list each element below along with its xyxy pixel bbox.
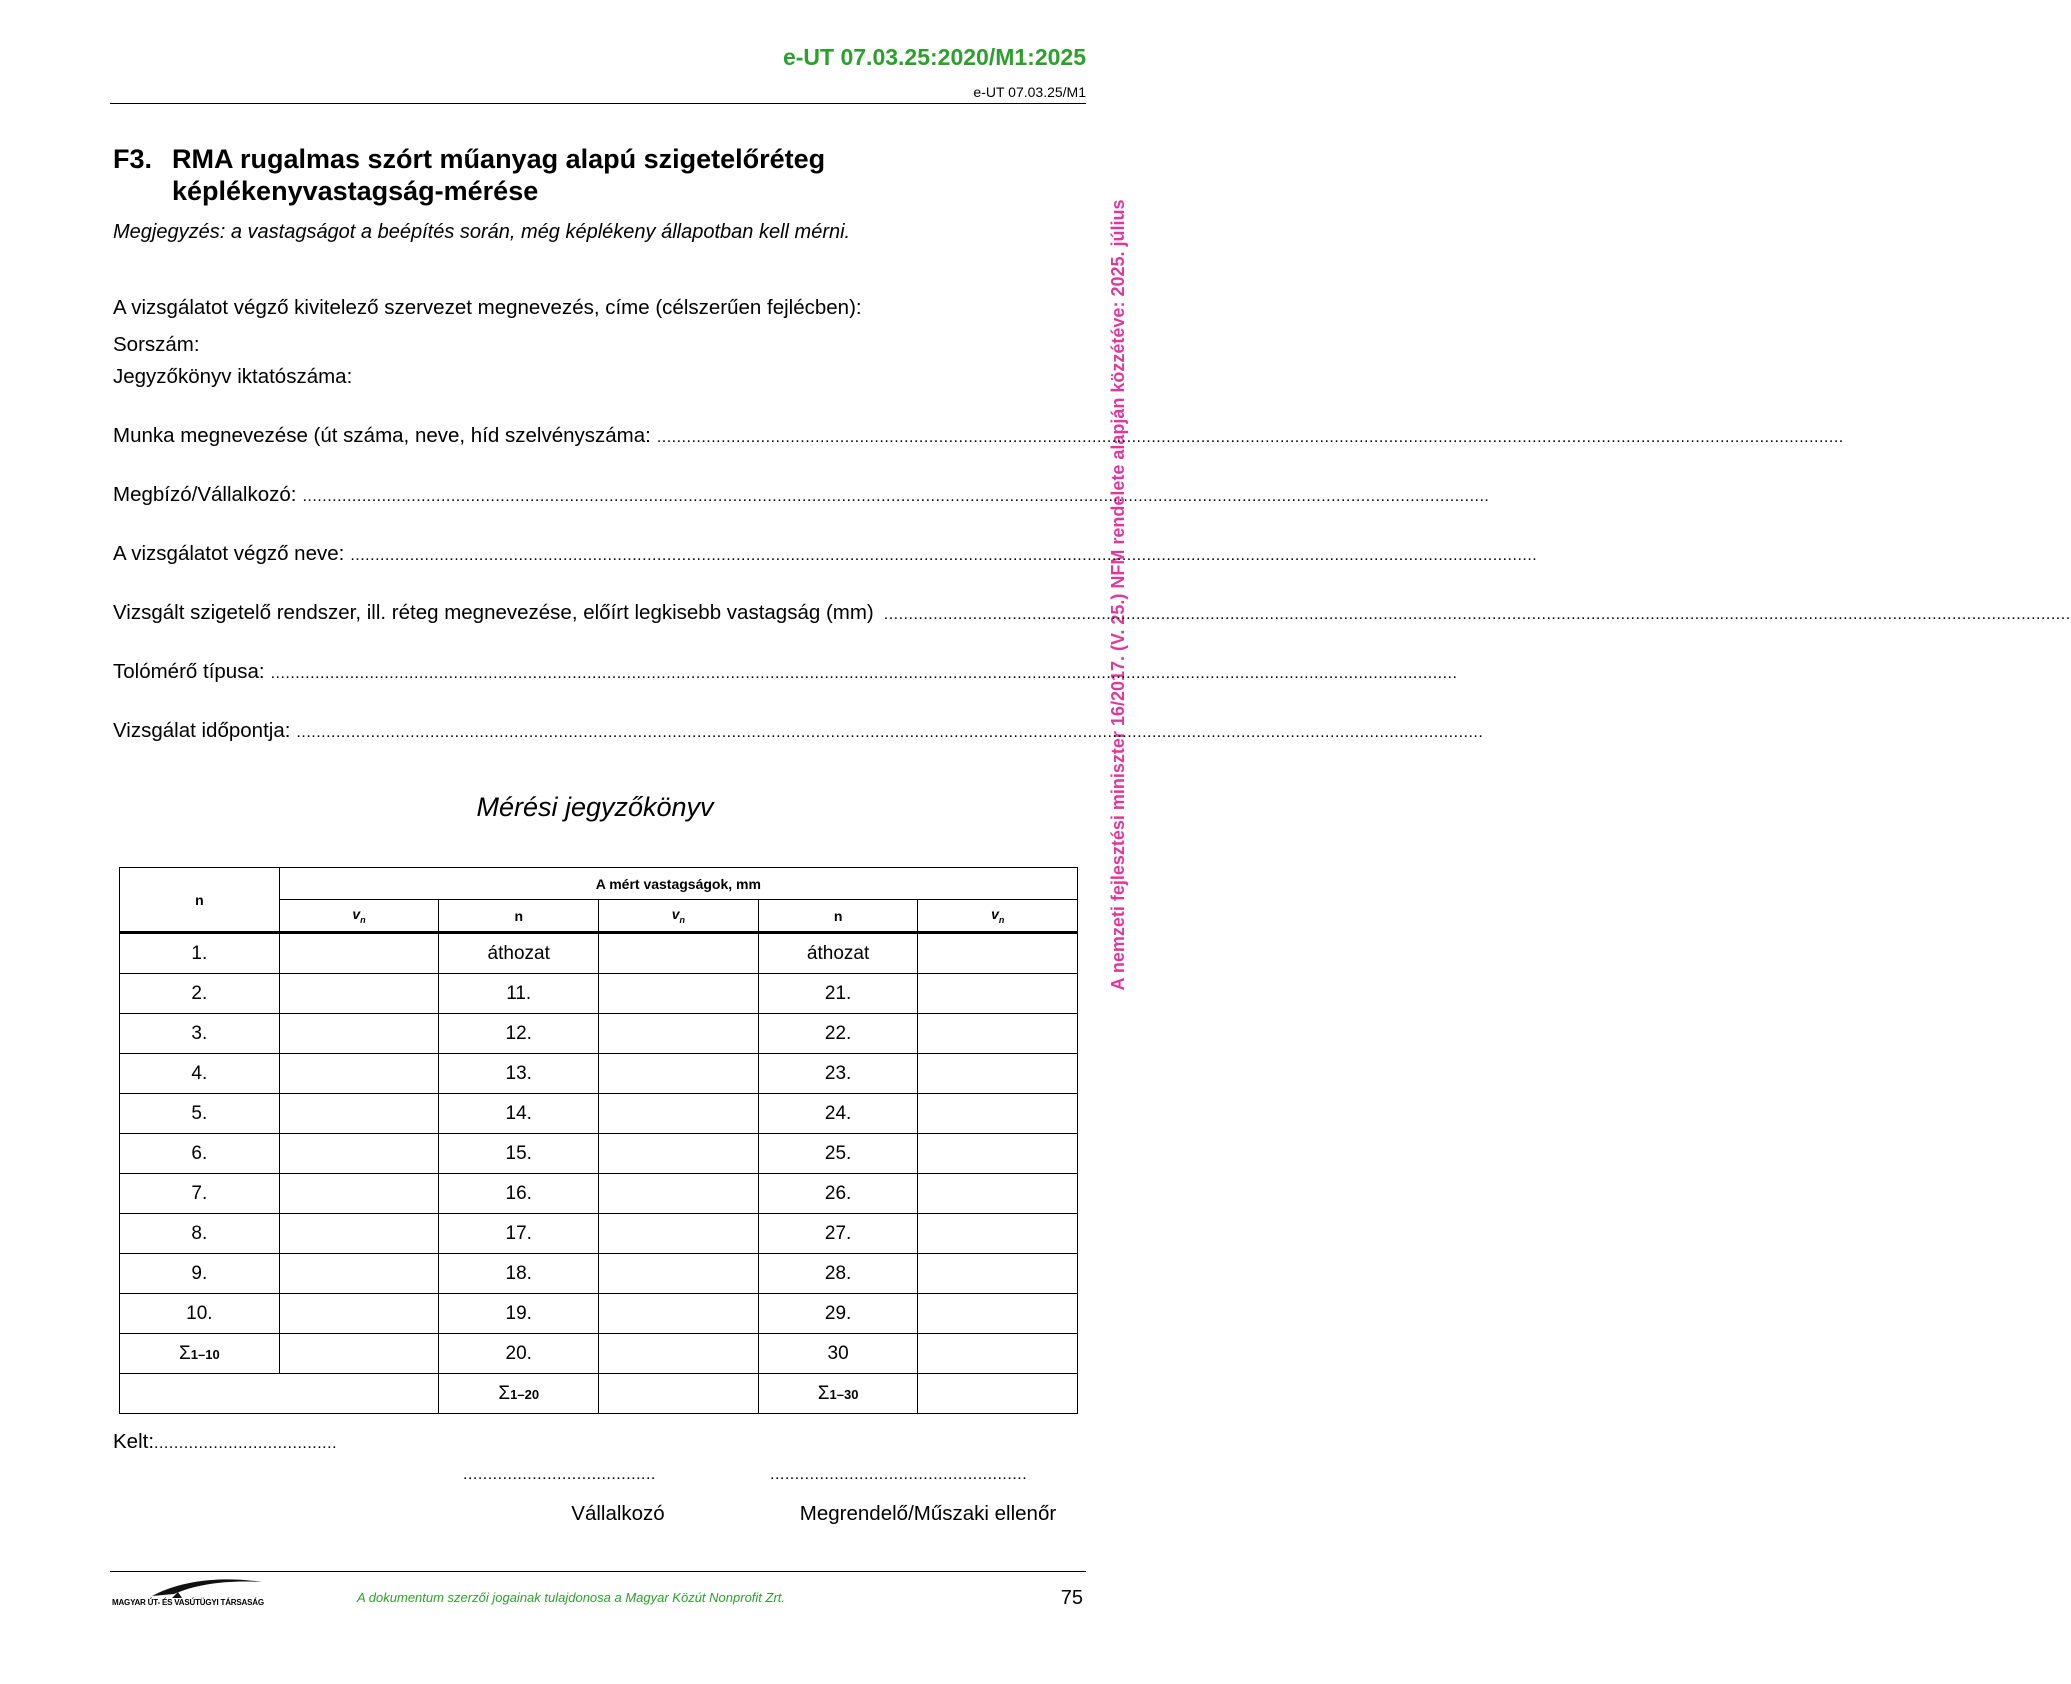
date-dots[interactable]: .....................................: [154, 1435, 338, 1452]
row-number: 8.: [120, 1214, 280, 1254]
row-number: áthozat: [439, 933, 599, 974]
value-cell[interactable]: [599, 1054, 759, 1094]
row-number: 17.: [439, 1214, 599, 1254]
table-row: [120, 1214, 1078, 1254]
sum-row: [120, 1334, 1078, 1374]
contractor-signature-line[interactable]: .......................................: [463, 1466, 656, 1483]
value-cell[interactable]: [599, 1134, 759, 1174]
table-row: [120, 1054, 1078, 1094]
logo-swoosh-icon: [112, 1576, 262, 1600]
value-cell[interactable]: [279, 933, 439, 974]
table-row: [120, 1014, 1078, 1054]
field-work-name: [113, 424, 1844, 450]
row-number: 29.: [758, 1294, 918, 1334]
measurement-table: [119, 867, 1078, 1414]
row-number: 4.: [120, 1054, 280, 1094]
date-line: [113, 1430, 337, 1454]
table-row: [120, 1174, 1078, 1214]
table-row: [120, 933, 1078, 974]
date-label: Kelt:: [113, 1430, 155, 1453]
row-number: 28.: [758, 1254, 918, 1294]
header-measured-thickness: A mért vastagságok, mm: [279, 868, 1077, 900]
row-number: 16.: [439, 1174, 599, 1214]
header-n: n: [758, 900, 918, 933]
value-cell[interactable]: [918, 1334, 1078, 1374]
row-number: 30: [758, 1334, 918, 1374]
copyright-notice: A dokumentum szerzői jogainak tulajdonosa a Magyar Közút Nonprofit Zrt.: [357, 1590, 786, 1605]
header-vn: $v_n$: [918, 900, 1078, 933]
section-number: F3.: [113, 144, 153, 174]
sum-label: Σ1–10: [120, 1334, 280, 1374]
section-title-line1: RMA rugalmas szórt műanyag alapú szigetelőréteg: [172, 144, 826, 174]
header-vn: $v_n$: [279, 900, 439, 933]
footer-divider: [110, 1571, 1086, 1572]
value-cell[interactable]: [918, 933, 1078, 974]
row-number: 7.: [120, 1174, 280, 1214]
field-client-contractor: [113, 483, 1490, 509]
record-number-label: Jegyzőkönyv iktatószáma:: [113, 365, 353, 388]
document-short-id: e-UT 07.03.25/M1: [973, 84, 1086, 100]
value-cell[interactable]: [599, 1174, 759, 1214]
value-cell[interactable]: [599, 1254, 759, 1294]
field-label: Megbízó/Vállalkozó:: [113, 483, 297, 506]
row-number: 13.: [439, 1054, 599, 1094]
row-number: 5.: [120, 1094, 280, 1134]
value-cell[interactable]: [279, 1094, 439, 1134]
field-label: A vizsgálatot végző neve:: [113, 542, 345, 565]
value-cell[interactable]: [279, 1054, 439, 1094]
value-cell[interactable]: [279, 1294, 439, 1334]
value-cell[interactable]: [918, 1014, 1078, 1054]
row-number: 25.: [758, 1134, 918, 1174]
logo-text: MAGYAR ÚT- ÉS VASÚTÜGYI TÁRSASÁG: [112, 1598, 264, 1607]
row-number: 6.: [120, 1134, 280, 1174]
field-insulation-system: [113, 601, 2071, 627]
value-cell[interactable]: [918, 974, 1078, 1014]
document-id: e-UT 07.03.25:2020/M1:2025: [782, 44, 1086, 70]
row-number: 18.: [439, 1254, 599, 1294]
value-cell[interactable]: [918, 1054, 1078, 1094]
row-number: 10.: [120, 1294, 280, 1334]
org-line: A vizsgálatot végző kivitelező szervezet megnevezés, címe (célszerűen fejlécben):: [113, 296, 862, 319]
empty-cell: [120, 1374, 439, 1414]
row-number: 2.: [120, 974, 280, 1014]
value-cell[interactable]: [279, 1134, 439, 1174]
row-number: 20.: [439, 1334, 599, 1374]
value-cell[interactable]: [599, 1334, 759, 1374]
sum-label: Σ1–20: [439, 1374, 599, 1414]
field-caliper-type: [113, 660, 1458, 686]
table-row: [120, 1134, 1078, 1174]
value-cell[interactable]: [599, 1014, 759, 1054]
company-logo: [112, 1576, 262, 1612]
value-cell[interactable]: [279, 974, 439, 1014]
value-cell[interactable]: [918, 1294, 1078, 1334]
fill-in-dots[interactable]: ................................................................................................................................................................................................................................................: [296, 724, 1484, 741]
header-n: n: [439, 900, 599, 933]
value-cell[interactable]: [279, 1174, 439, 1214]
row-number: 23.: [758, 1054, 918, 1094]
value-cell[interactable]: [918, 1134, 1078, 1174]
section-note: Megjegyzés: a vastagságot a beépítés során, még képlékeny állapotban kell mérni.: [113, 221, 851, 243]
sum-label: Σ1–30: [758, 1374, 918, 1414]
field-label: Vizsgálat időpontja:: [113, 719, 291, 742]
row-number: 24.: [758, 1094, 918, 1134]
row-number: 1.: [120, 933, 280, 974]
value-cell[interactable]: [599, 974, 759, 1014]
header-divider: [110, 103, 1086, 104]
header-n: n: [120, 868, 280, 933]
field-test-date: [113, 719, 1484, 745]
total-row: [120, 1374, 1078, 1414]
page-number: 75: [1060, 1587, 1083, 1609]
value-cell[interactable]: [599, 1294, 759, 1334]
table-row: [120, 1254, 1078, 1294]
field-label: Tolómérő típusa:: [113, 660, 265, 683]
row-number: 22.: [758, 1014, 918, 1054]
row-number: áthozat: [758, 933, 918, 974]
serial-label: Sorszám:: [113, 333, 200, 356]
value-cell[interactable]: [918, 1254, 1078, 1294]
row-number: 12.: [439, 1014, 599, 1054]
row-number: 26.: [758, 1174, 918, 1214]
value-cell[interactable]: [918, 1214, 1078, 1254]
table-row: [120, 1294, 1078, 1334]
row-number: 9.: [120, 1254, 280, 1294]
value-cell[interactable]: [599, 1214, 759, 1254]
row-number: 21.: [758, 974, 918, 1014]
fill-in-dots[interactable]: ................................................................................................................................................................................................................................................: [302, 488, 1490, 505]
value-cell[interactable]: [918, 1094, 1078, 1134]
fill-in-dots[interactable]: ................................................................................................................................................................................................................................................: [350, 547, 1538, 564]
row-number: 19.: [439, 1294, 599, 1334]
value-cell[interactable]: [279, 1254, 439, 1294]
row-number: 3.: [120, 1014, 280, 1054]
value-cell[interactable]: [279, 1334, 439, 1374]
fill-in-dots[interactable]: ................................................................................................................................................................................................................................................: [883, 606, 2071, 623]
row-number: 27.: [758, 1214, 918, 1254]
contractor-label: Vállalkozó: [571, 1502, 665, 1525]
value-cell[interactable]: [599, 1094, 759, 1134]
side-publication-note: A nemzeti fejlesztési miniszter 16/2017. (V. 25.) NFM rendelete alapján közzétéve: 2025. július: [1108, 199, 1128, 991]
protocol-title: Mérési jegyzőkönyv: [476, 792, 714, 822]
fill-in-dots[interactable]: ................................................................................................................................................................................................................................................: [656, 429, 1844, 446]
row-number: 15.: [439, 1134, 599, 1174]
field-tester-name: [113, 542, 1538, 568]
client-label: Megrendelő/Műszaki ellenőr: [799, 1502, 1057, 1525]
value-cell[interactable]: [918, 1174, 1078, 1214]
row-number: 14.: [439, 1094, 599, 1134]
value-cell[interactable]: [279, 1014, 439, 1054]
value-cell[interactable]: [599, 1374, 759, 1414]
value-cell[interactable]: [918, 1374, 1078, 1414]
row-number: 11.: [439, 974, 599, 1014]
table-row: [120, 974, 1078, 1014]
section-title-line2: képlékenyvastagság-mérése: [172, 176, 539, 206]
field-label: Vizsgált szigetelő rendszer, ill. réteg megnevezése, előírt legkisebb vastagság (mm): [113, 601, 874, 624]
value-cell[interactable]: [279, 1214, 439, 1254]
header-vn: $v_n$: [599, 900, 759, 933]
value-cell[interactable]: [599, 933, 759, 974]
client-signature-line[interactable]: ....................................................: [770, 1466, 1028, 1483]
table-row: [120, 1094, 1078, 1134]
fill-in-dots[interactable]: ................................................................................................................................................................................................................................................: [270, 665, 1458, 682]
field-label: Munka megnevezése (út száma, neve, híd szelvényszáma:: [113, 424, 651, 447]
